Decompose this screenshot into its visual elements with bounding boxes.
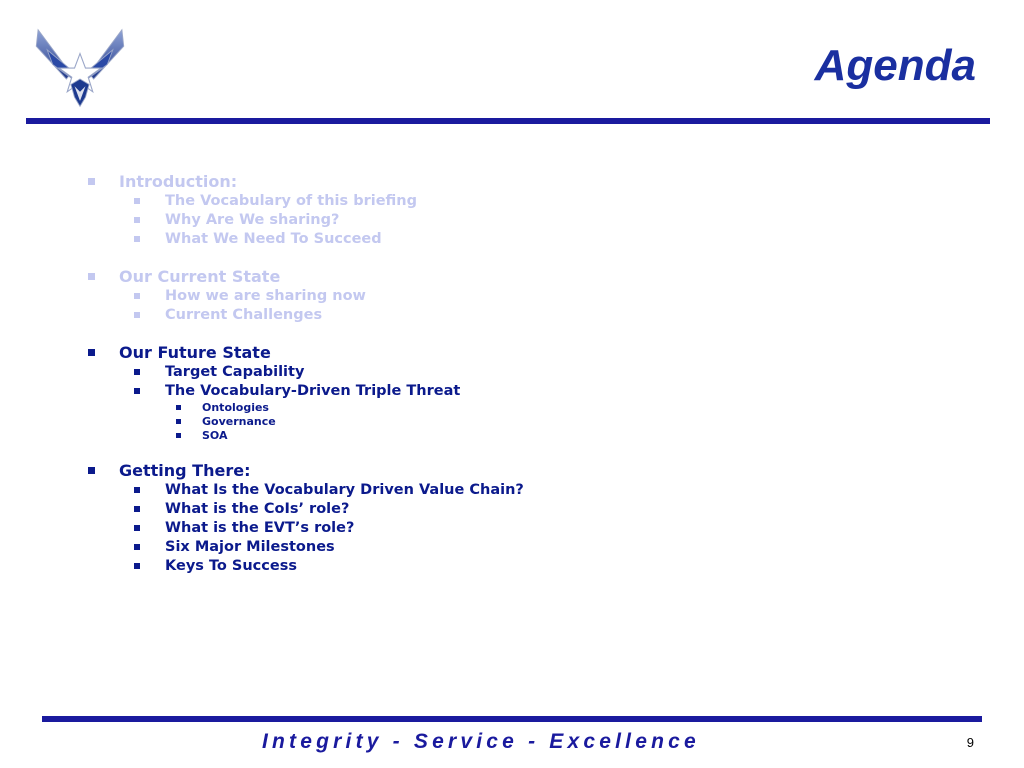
square-bullet-icon [176,433,181,438]
slide-title: Agenda [814,41,976,90]
square-bullet-icon [134,506,140,512]
square-bullet-icon [134,198,140,204]
square-bullet-icon [88,178,95,185]
agenda-item: Target Capability [88,363,968,382]
agenda-item: The Vocabulary-Driven Triple Threat [88,382,968,401]
footer-divider [42,716,982,722]
agenda-heading: Getting There: [88,461,968,481]
square-bullet-icon [134,293,140,299]
agenda-section-current-state [88,267,968,325]
agenda-item: Current Challenges [88,306,968,325]
page-number: 9 [966,735,974,750]
air-force-symbol-icon [34,28,126,110]
agenda-item: The Vocabulary of this briefing [88,192,968,211]
agenda-subitem: Ontologies [88,401,968,415]
agenda-heading: Introduction: [88,172,968,192]
agenda-subitem: SOA [88,429,968,443]
square-bullet-icon [134,369,140,375]
agenda-item: What Is the Vocabulary Driven Value Chain? [88,481,968,500]
square-bullet-icon [134,544,140,550]
agenda-list [88,172,968,576]
agenda-item: What We Need To Succeed [88,230,968,249]
agenda-item: Why Are We sharing? [88,211,968,230]
square-bullet-icon [134,217,140,223]
square-bullet-icon [176,419,181,424]
agenda-item: What is the CoIs’ role? [88,500,968,519]
square-bullet-icon [134,487,140,493]
footer-motto: Integrity - Service - Excellence [262,730,700,753]
square-bullet-icon [88,273,95,280]
square-bullet-icon [134,312,140,318]
agenda-heading: Our Future State [88,343,968,363]
agenda-item: Keys To Success [88,557,968,576]
agenda-item: Six Major Milestones [88,538,968,557]
header-divider [26,118,990,124]
square-bullet-icon [134,563,140,569]
agenda-section-introduction [88,172,968,249]
agenda-subitem: Governance [88,415,968,429]
agenda-item: How we are sharing now [88,287,968,306]
agenda-heading: Our Current State [88,267,968,287]
square-bullet-icon [134,388,140,394]
square-bullet-icon [88,467,95,474]
square-bullet-icon [88,349,95,356]
square-bullet-icon [134,236,140,242]
square-bullet-icon [134,525,140,531]
agenda-section-future-state [88,343,968,443]
square-bullet-icon [176,405,181,410]
agenda-section-getting-there [88,461,968,576]
agenda-item: What is the EVT’s role? [88,519,968,538]
